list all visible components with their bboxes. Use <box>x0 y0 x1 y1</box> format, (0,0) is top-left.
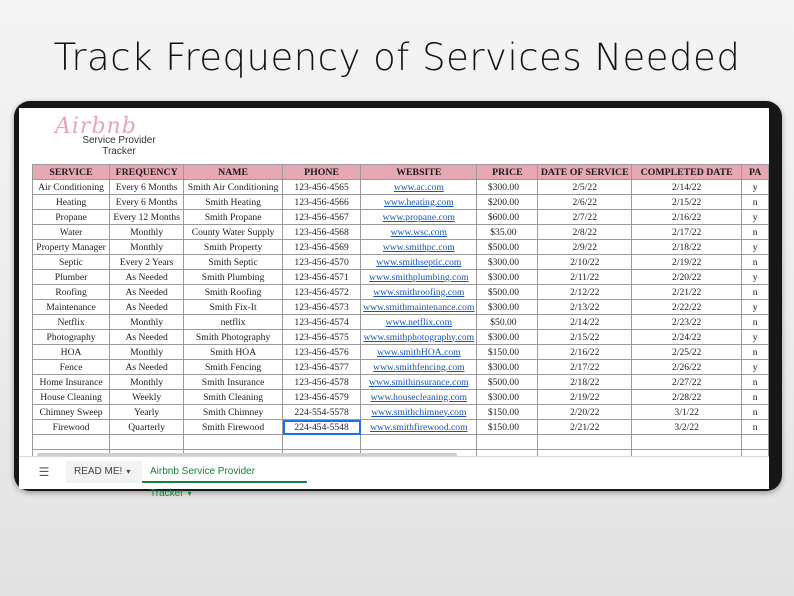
table-cell[interactable]: 224-454-5548 <box>283 420 361 435</box>
table-cell[interactable]: www.smithHOA.com <box>361 345 477 360</box>
table-cell[interactable]: 2/17/22 <box>632 225 742 240</box>
table-cell[interactable]: House Cleaning <box>33 390 110 405</box>
table-cell[interactable]: Smith HOA <box>184 345 283 360</box>
table-cell[interactable]: www.smithinsurance.com <box>361 375 477 390</box>
table-cell[interactable]: As Needed <box>110 300 184 315</box>
table-row <box>33 285 769 300</box>
table-cell[interactable]: n <box>742 255 769 270</box>
table-cell[interactable]: www.wsc.com <box>361 225 477 240</box>
table-cell[interactable]: $300.00 <box>477 255 538 270</box>
table-row <box>33 210 769 225</box>
column-header[interactable]: FREQUENCY <box>110 165 184 180</box>
table-cell[interactable]: Smith Propane <box>184 210 283 225</box>
table-cell[interactable]: y <box>742 300 769 315</box>
table-cell[interactable]: $500.00 <box>477 285 538 300</box>
table-cell[interactable]: 2/6/22 <box>538 195 632 210</box>
table-cell[interactable]: $150.00 <box>477 405 538 420</box>
table-cell[interactable]: n <box>742 315 769 330</box>
empty-cell[interactable] <box>632 435 742 450</box>
table-cell[interactable]: www.smithfirewood.com <box>361 420 477 435</box>
table-cell[interactable]: 2/16/22 <box>632 210 742 225</box>
table-cell[interactable]: y <box>742 330 769 345</box>
table-cell[interactable]: 2/10/22 <box>538 255 632 270</box>
tab-airbnb-service-provider-tracker[interactable] <box>142 461 307 499</box>
table-row <box>33 345 769 360</box>
table-cell[interactable]: 123-456-4572 <box>283 285 361 300</box>
table-cell[interactable]: Smith Firewood <box>184 420 283 435</box>
table-row <box>33 420 769 435</box>
table-cell[interactable]: 2/16/22 <box>538 345 632 360</box>
column-header[interactable]: DATE OF SERVICE <box>538 165 632 180</box>
service-table <box>32 164 769 465</box>
table-cell[interactable]: Smith Roofing <box>184 285 283 300</box>
table-cell[interactable]: Water <box>33 225 110 240</box>
table-cell[interactable]: 2/27/22 <box>632 375 742 390</box>
table-cell[interactable]: Monthly <box>110 345 184 360</box>
table-cell[interactable]: 2/8/22 <box>538 225 632 240</box>
spreadsheet-screen <box>19 108 769 499</box>
table-cell[interactable]: 2/19/22 <box>632 255 742 270</box>
table-row <box>33 360 769 375</box>
table-cell[interactable]: Netflix <box>33 315 110 330</box>
table-cell[interactable]: 2/21/22 <box>632 285 742 300</box>
sheet-tab-bar <box>19 456 769 499</box>
table-cell[interactable]: $150.00 <box>477 420 538 435</box>
table-cell[interactable]: 123-456-4565 <box>283 180 361 195</box>
table-cell[interactable]: Roofing <box>33 285 110 300</box>
table-cell[interactable]: n <box>742 285 769 300</box>
table-cell[interactable]: Smith Chimney <box>184 405 283 420</box>
table-cell[interactable]: $500.00 <box>477 375 538 390</box>
table-cell[interactable]: 3/2/22 <box>632 420 742 435</box>
table-cell[interactable]: Firewood <box>33 420 110 435</box>
empty-cell[interactable] <box>742 435 769 450</box>
empty-cell[interactable] <box>361 435 477 450</box>
table-cell[interactable]: 2/18/22 <box>538 375 632 390</box>
table-cell[interactable]: www.smithfencing.com <box>361 360 477 375</box>
empty-cell[interactable] <box>110 435 184 450</box>
table-row <box>33 255 769 270</box>
table-cell[interactable]: n <box>742 405 769 420</box>
table-cell[interactable]: y <box>742 210 769 225</box>
table-cell[interactable]: 123-456-4579 <box>283 390 361 405</box>
table-cell[interactable]: 123-456-4574 <box>283 315 361 330</box>
table-cell[interactable]: Smith Photography <box>184 330 283 345</box>
caret-down-icon[interactable]: ▾ <box>126 467 131 476</box>
tracker-logo <box>19 108 769 164</box>
table-cell[interactable]: www.heating.com <box>361 195 477 210</box>
column-header[interactable]: WEBSITE <box>361 165 477 180</box>
table-cell[interactable]: 2/14/22 <box>632 180 742 195</box>
table-cell[interactable]: www.netflix.com <box>361 315 477 330</box>
table-cell[interactable]: Photography <box>33 330 110 345</box>
empty-cell[interactable] <box>283 435 361 450</box>
table-cell[interactable]: Property Manager <box>33 240 110 255</box>
table-cell[interactable]: County Water Supply <box>184 225 283 240</box>
table-cell[interactable]: Smith Plumbing <box>184 270 283 285</box>
page-headline: Track Frequency of Services Needed <box>53 36 741 79</box>
logo-subtitle-line2: Tracker <box>102 146 136 157</box>
table-row <box>33 405 769 420</box>
table-cell[interactable]: y <box>742 360 769 375</box>
table-cell[interactable]: 123-456-4567 <box>283 210 361 225</box>
table-cell[interactable]: As Needed <box>110 330 184 345</box>
empty-row <box>33 435 769 450</box>
table-cell[interactable]: n <box>742 345 769 360</box>
table-cell[interactable]: Maintenance <box>33 300 110 315</box>
table-cell[interactable]: www.smithphotography.com <box>361 330 477 345</box>
table-cell[interactable]: 123-456-4568 <box>283 225 361 240</box>
table-header-row <box>33 165 769 180</box>
column-header[interactable]: NAME <box>184 165 283 180</box>
table-cell[interactable]: netflix <box>184 315 283 330</box>
column-header[interactable]: COMPLETED DATE <box>632 165 742 180</box>
table-cell[interactable]: 2/22/22 <box>632 300 742 315</box>
table-cell[interactable]: 224-554-5578 <box>283 405 361 420</box>
table-cell[interactable]: 2/12/22 <box>538 285 632 300</box>
table-cell[interactable]: Weekly <box>110 390 184 405</box>
table-cell[interactable]: $600.00 <box>477 210 538 225</box>
table-cell[interactable]: n <box>742 420 769 435</box>
table-cell[interactable]: Smith Septic <box>184 255 283 270</box>
table-cell[interactable]: Smith Insurance <box>184 375 283 390</box>
table-cell[interactable]: 2/5/22 <box>538 180 632 195</box>
table-cell[interactable]: 123-456-4570 <box>283 255 361 270</box>
table-cell[interactable]: 2/18/22 <box>632 240 742 255</box>
table-cell[interactable]: Propane <box>33 210 110 225</box>
table-cell[interactable]: 123-456-4576 <box>283 345 361 360</box>
table-row <box>33 270 769 285</box>
table-row <box>33 240 769 255</box>
table-cell[interactable]: 2/11/22 <box>538 270 632 285</box>
tab-read-me-label: READ ME! <box>74 466 123 477</box>
table-row <box>33 195 769 210</box>
caret-down-icon[interactable]: ▾ <box>187 489 192 498</box>
table-cell[interactable]: $500.00 <box>477 240 538 255</box>
table-cell[interactable]: 2/15/22 <box>632 195 742 210</box>
empty-cell[interactable] <box>33 435 110 450</box>
table-cell[interactable]: 123-456-4578 <box>283 375 361 390</box>
table-row <box>33 300 769 315</box>
table-row <box>33 225 769 240</box>
tab-active-label: Airbnb Service Provider Tracker <box>150 466 256 499</box>
table-cell[interactable]: Every 12 Months <box>110 210 184 225</box>
table-cell[interactable]: As Needed <box>110 360 184 375</box>
table-cell[interactable]: 2/28/22 <box>632 390 742 405</box>
hamburger-menu-icon[interactable]: ☰ <box>38 465 50 479</box>
table-cell[interactable]: 2/17/22 <box>538 360 632 375</box>
table-cell[interactable]: 2/26/22 <box>632 360 742 375</box>
table-cell[interactable]: www.smithplumbing.com <box>361 270 477 285</box>
table-cell[interactable]: 123-456-4566 <box>283 195 361 210</box>
table-cell[interactable]: n <box>742 375 769 390</box>
table-row <box>33 330 769 345</box>
table-cell[interactable]: www.smithpc.com <box>361 240 477 255</box>
column-header[interactable]: SERVICE <box>33 165 110 180</box>
table-cell[interactable]: Septic <box>33 255 110 270</box>
table-cell[interactable]: $300.00 <box>477 360 538 375</box>
table-cell[interactable]: 2/15/22 <box>538 330 632 345</box>
column-header[interactable]: PA <box>742 165 769 180</box>
table-cell[interactable]: Smith Air Conditioning <box>184 180 283 195</box>
table-cell[interactable]: 3/1/22 <box>632 405 742 420</box>
table-cell[interactable]: Smith Fix-It <box>184 300 283 315</box>
table-cell[interactable]: www.smithroofing.com <box>361 285 477 300</box>
table-cell[interactable]: 2/19/22 <box>538 390 632 405</box>
table-cell[interactable]: 2/20/22 <box>632 270 742 285</box>
table-cell[interactable]: As Needed <box>110 285 184 300</box>
table-cell[interactable]: Chimney Sweep <box>33 405 110 420</box>
logo-subtitle <box>69 135 169 157</box>
table-cell[interactable]: $150.00 <box>477 345 538 360</box>
table-cell[interactable]: Monthly <box>110 240 184 255</box>
table-cell[interactable]: 2/21/22 <box>538 420 632 435</box>
table-cell[interactable]: 123-456-4575 <box>283 330 361 345</box>
table-cell[interactable]: www.smithmaintenance.com <box>361 300 477 315</box>
table-cell[interactable]: $300.00 <box>477 180 538 195</box>
table-cell[interactable]: $300.00 <box>477 330 538 345</box>
table-cell[interactable]: 123-456-4577 <box>283 360 361 375</box>
table-cell[interactable]: n <box>742 195 769 210</box>
table-cell[interactable]: Smith Property <box>184 240 283 255</box>
table-cell[interactable]: Smith Heating <box>184 195 283 210</box>
table-cell[interactable]: Air Conditioning <box>33 180 110 195</box>
table-cell[interactable]: Yearly <box>110 405 184 420</box>
empty-cell[interactable] <box>184 435 283 450</box>
table-cell[interactable]: n <box>742 390 769 405</box>
table-cell[interactable]: Home Insurance <box>33 375 110 390</box>
empty-cell[interactable] <box>538 435 632 450</box>
table-cell[interactable]: Fence <box>33 360 110 375</box>
table-cell[interactable]: $35.00 <box>477 225 538 240</box>
table-cell[interactable]: 2/24/22 <box>632 330 742 345</box>
table-cell[interactable]: Smith Cleaning <box>184 390 283 405</box>
table-cell[interactable]: y <box>742 180 769 195</box>
table-cell[interactable]: www.housecleaning.com <box>361 390 477 405</box>
logo-script-text: Airbnb <box>55 114 137 139</box>
table-row <box>33 375 769 390</box>
column-header[interactable]: PRICE <box>477 165 538 180</box>
table-cell[interactable]: $300.00 <box>477 270 538 285</box>
table-row <box>33 390 769 405</box>
table-cell[interactable]: Plumber <box>33 270 110 285</box>
table-cell[interactable]: Monthly <box>110 225 184 240</box>
table-cell[interactable]: www.smithchimney.com <box>361 405 477 420</box>
table-cell[interactable]: $300.00 <box>477 390 538 405</box>
table-cell[interactable]: As Needed <box>110 270 184 285</box>
table-cell[interactable]: 123-456-4573 <box>283 300 361 315</box>
table-cell[interactable]: Heating <box>33 195 110 210</box>
table-cell[interactable]: $200.00 <box>477 195 538 210</box>
table-cell[interactable]: 123-456-4571 <box>283 270 361 285</box>
table-cell[interactable]: $50.00 <box>477 315 538 330</box>
table-cell[interactable]: Smith Fencing <box>184 360 283 375</box>
table-cell[interactable]: HOA <box>33 345 110 360</box>
table-cell[interactable]: www.propane.com <box>361 210 477 225</box>
logo-subtitle-line1: Service Provider <box>82 135 156 146</box>
table-cell[interactable]: www.ac.com <box>361 180 477 195</box>
table-cell[interactable]: y <box>742 240 769 255</box>
table-row <box>33 180 769 195</box>
table-cell[interactable]: Every 2 Years <box>110 255 184 270</box>
table-cell[interactable]: 2/20/22 <box>538 405 632 420</box>
table-cell[interactable]: 2/13/22 <box>538 300 632 315</box>
table-cell[interactable]: Every 6 Months <box>110 180 184 195</box>
table-cell[interactable]: Monthly <box>110 375 184 390</box>
table-cell[interactable]: 2/23/22 <box>632 315 742 330</box>
table-cell[interactable]: 2/9/22 <box>538 240 632 255</box>
table-row <box>33 315 769 330</box>
table-cell[interactable]: Monthly <box>110 315 184 330</box>
table-cell[interactable]: 2/7/22 <box>538 210 632 225</box>
table-cell[interactable]: y <box>742 270 769 285</box>
table-cell[interactable]: 2/14/22 <box>538 315 632 330</box>
tab-read-me[interactable] <box>66 461 142 483</box>
column-header[interactable]: PHONE <box>283 165 361 180</box>
table-cell[interactable]: 2/25/22 <box>632 345 742 360</box>
table-cell[interactable]: Every 6 Months <box>110 195 184 210</box>
table-cell[interactable]: 123-456-4569 <box>283 240 361 255</box>
table-cell[interactable]: n <box>742 225 769 240</box>
table-cell[interactable]: Quarterly <box>110 420 184 435</box>
table-cell[interactable]: www.smithseptic.com <box>361 255 477 270</box>
table-cell[interactable]: $300.00 <box>477 300 538 315</box>
empty-cell[interactable] <box>477 435 538 450</box>
